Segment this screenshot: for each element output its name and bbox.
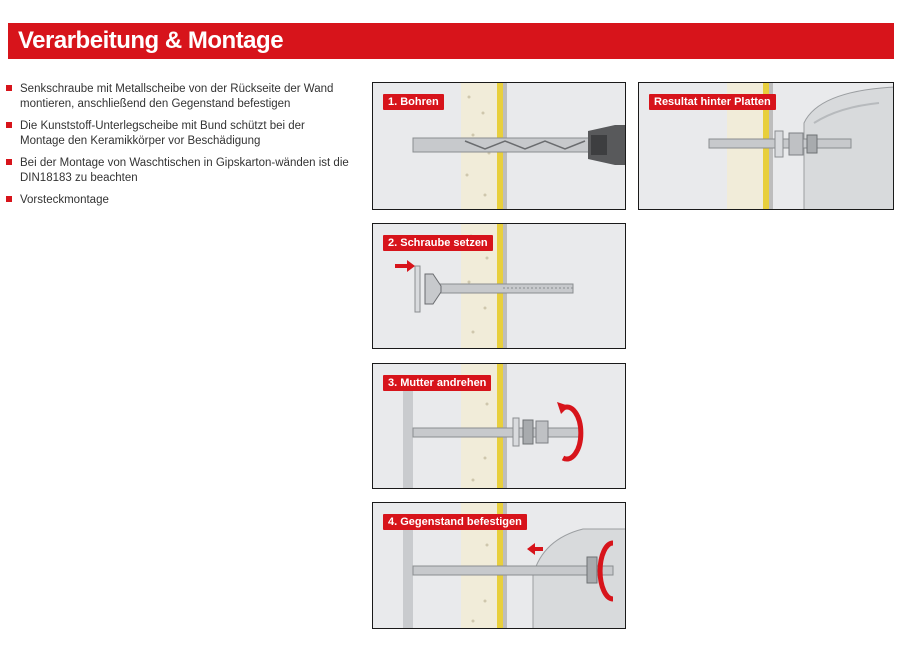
bullet-list <box>6 82 351 216</box>
header-bar <box>8 23 894 59</box>
list-item <box>6 193 351 208</box>
result-panel <box>638 82 894 210</box>
step-label-1: 1. Bohren <box>383 94 444 110</box>
step-label-2: 2. Schraube setzen <box>383 235 493 251</box>
step-label-3: 3. Mutter andrehen <box>383 375 491 391</box>
list-item <box>6 156 351 185</box>
step-panel-tighten-nut <box>372 363 626 489</box>
bullet-text: Die Kunststoff-Unterlegscheibe mit Bund schützt bei der Montage den Keramikkörper vor Beschädigung <box>20 120 305 147</box>
step-panel-drilling <box>372 82 626 210</box>
bullet-square-icon <box>6 85 12 91</box>
list-item <box>6 82 351 111</box>
bullet-square-icon <box>6 159 12 165</box>
list-item <box>6 119 351 148</box>
bullet-text: Bei der Montage von Waschtischen in Gipskarton-wänden ist die DIN18183 zu beachten <box>20 157 349 184</box>
step-panel-fasten-object <box>372 502 626 629</box>
step-panel-insert-screw <box>372 223 626 349</box>
page-title: Verarbeitung & Montage <box>18 27 284 54</box>
step-label-4: 4. Gegenstand befestigen <box>383 514 527 530</box>
bullet-square-icon <box>6 196 12 202</box>
bullet-text: Vorsteckmontage <box>20 194 109 206</box>
bullet-text: Senkschraube mit Metallscheibe von der Rückseite der Wand montieren, anschließend den Gegenstand befestigen <box>20 83 334 110</box>
bullet-square-icon <box>6 122 12 128</box>
result-label: Resultat hinter Platten <box>649 94 776 110</box>
